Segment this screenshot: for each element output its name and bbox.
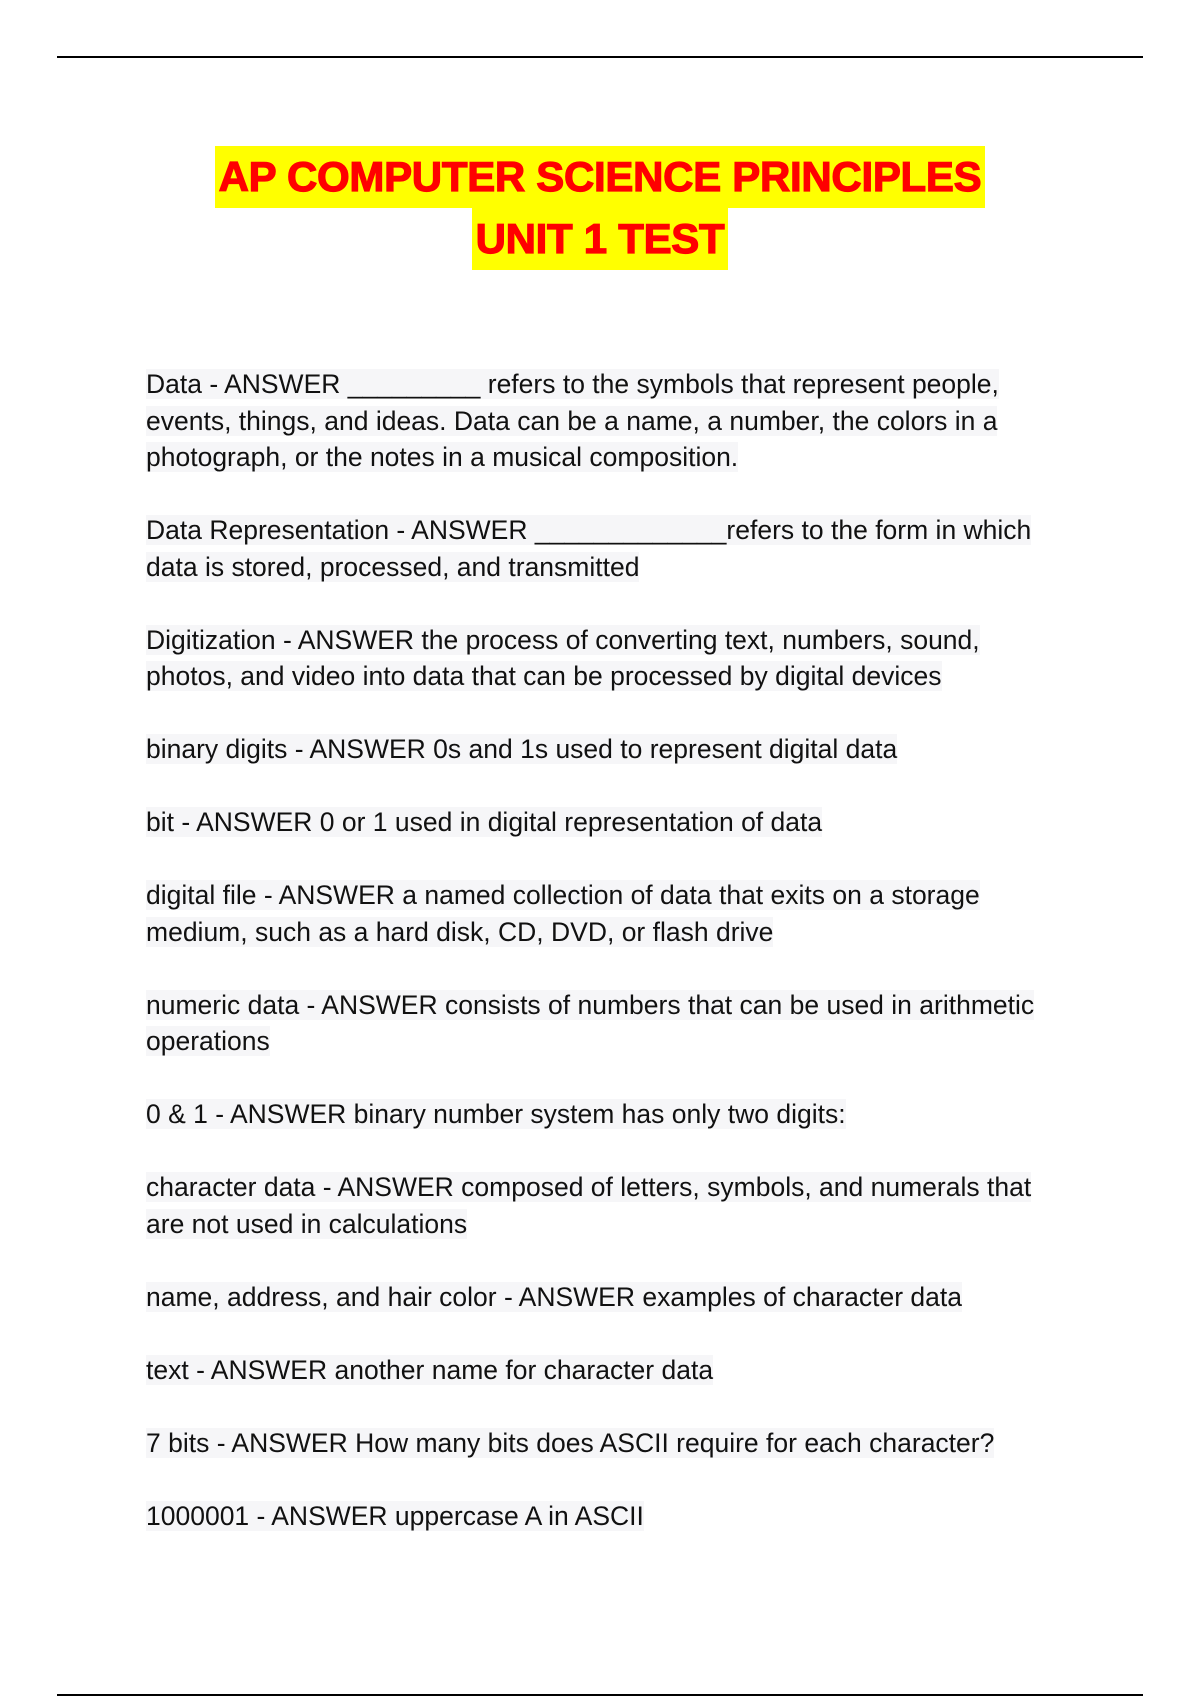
- entry-text: bit - ANSWER 0 or 1 used in digital representation of data: [146, 807, 823, 837]
- flashcard-entry: [146, 1096, 1066, 1133]
- flashcard-entry: [146, 804, 1066, 841]
- flashcard-entry: [146, 987, 1066, 1060]
- entry-text: name, address, and hair color - ANSWER examples of character data: [146, 1281, 962, 1312]
- top-divider: [57, 56, 1143, 58]
- flashcard-entry: [146, 731, 1066, 768]
- title-line-2: UNIT 1 TEST: [472, 208, 729, 270]
- entry-text: 1000001 - ANSWER uppercase A in ASCII: [146, 1500, 644, 1531]
- flashcard-entry: [146, 1352, 1066, 1389]
- entry-text: text - ANSWER another name for character data: [146, 1354, 714, 1385]
- entry-text: character data - ANSWER composed of letters, symbols, and numerals that are not used in calculations: [146, 1172, 1032, 1239]
- title-line-1: AP COMPUTER SCIENCE PRINCIPLES: [215, 146, 986, 208]
- entry-text: 0 & 1 - ANSWER binary number system has only two digits:: [146, 1099, 846, 1129]
- flashcard-entry: [146, 512, 1066, 585]
- flashcard-entry: [146, 622, 1066, 695]
- document-title: [0, 146, 1200, 270]
- flashcard-entry: [146, 1279, 1066, 1316]
- entry-text: 7 bits - ANSWER How many bits does ASCII require for each character?: [146, 1427, 995, 1458]
- flashcard-entry: [146, 1169, 1066, 1242]
- flashcard-entry: [146, 366, 1066, 476]
- flashcard-list: [146, 366, 1066, 1571]
- entry-text: Digitization - ANSWER the process of converting text, numbers, sound, photos, and video into data that can be processed by digital devices: [146, 624, 980, 691]
- flashcard-entry: [146, 877, 1066, 950]
- flashcard-entry: [146, 1425, 1066, 1462]
- flashcard-entry: [146, 1498, 1066, 1535]
- entry-text: Data - ANSWER _________ refers to the symbols that represent people, events, things, and ideas. Data can be a name, a number, the colors in a photograph, or the notes in a musical composition.: [146, 369, 999, 472]
- entry-text: digital file - ANSWER a named collection of data that exits on a storage medium, such as a hard disk, CD, DVD, or flash drive: [146, 880, 980, 947]
- entry-text: numeric data - ANSWER consists of numbers that can be used in arithmetic operations: [146, 989, 1035, 1056]
- entry-text: binary digits - ANSWER 0s and 1s used to represent digital data: [146, 734, 898, 764]
- bottom-divider: [57, 1694, 1143, 1696]
- entry-text: Data Representation - ANSWER _____________refers to the form in which data is stored, processed, and transmitted: [146, 515, 1032, 582]
